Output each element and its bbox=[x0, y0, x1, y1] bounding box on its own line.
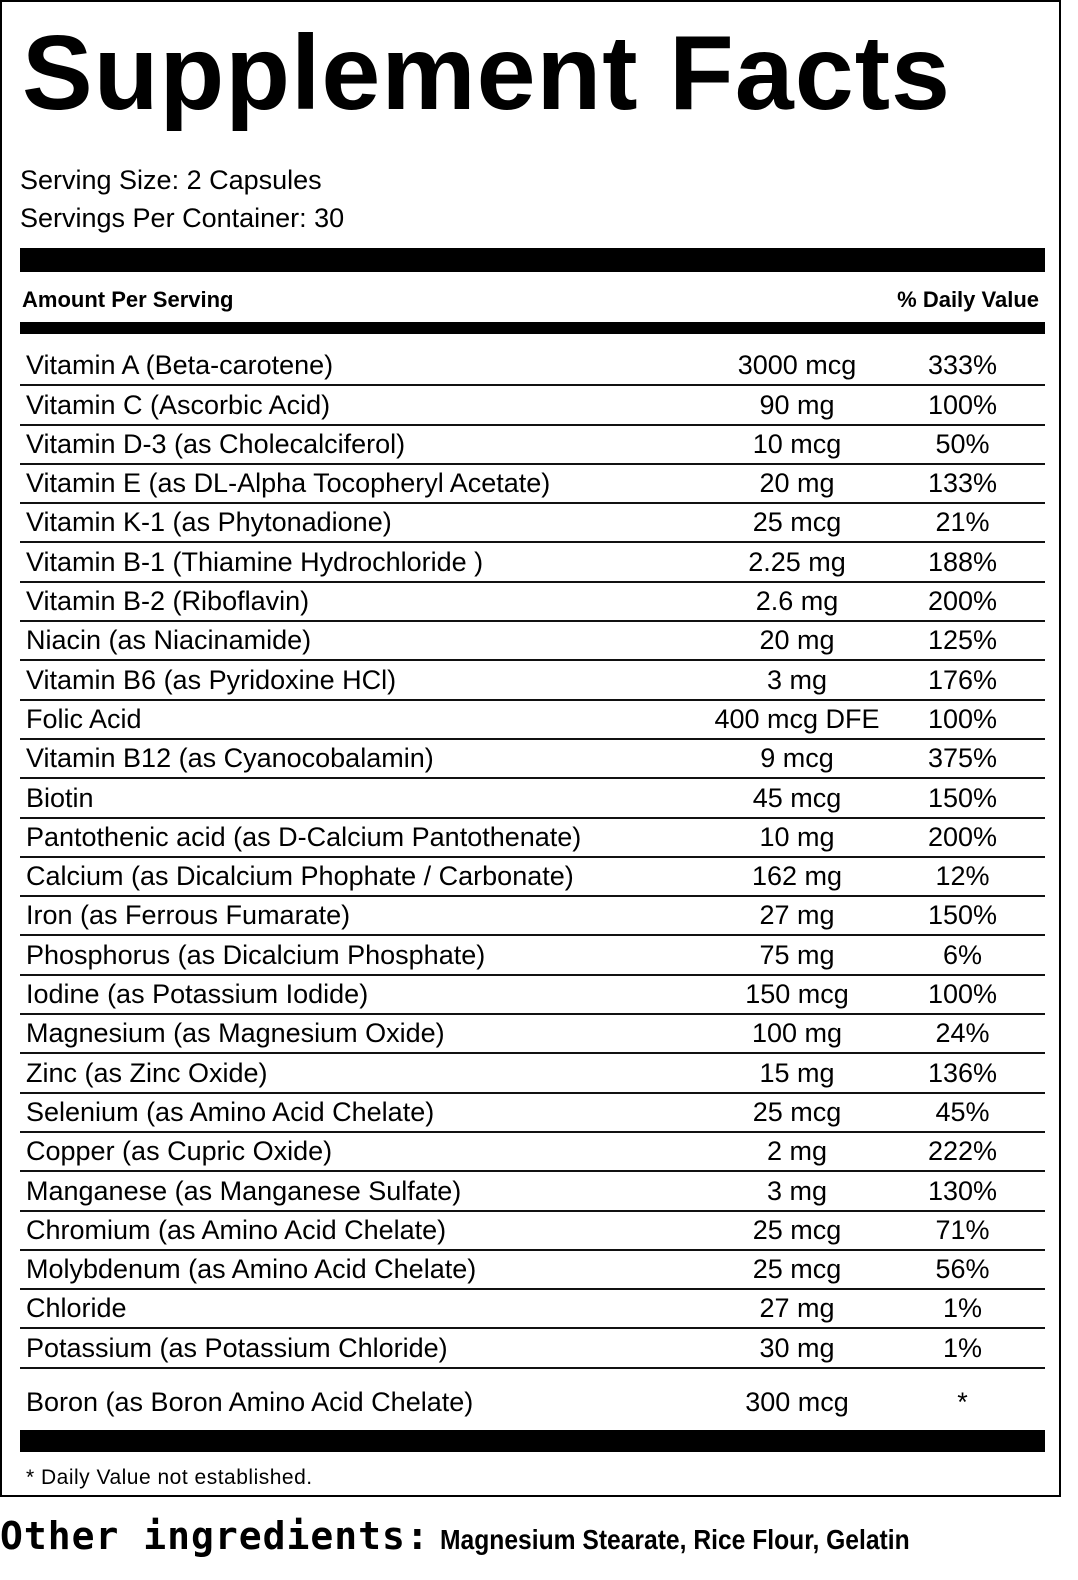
nutrient-amount: 15 mg bbox=[759, 1057, 835, 1088]
nutrient-name: Phosphorus (as Dicalcium Phosphate) bbox=[26, 939, 486, 970]
nutrient-daily-value: 130% bbox=[927, 1175, 998, 1206]
nutrient-name: Potassium (as Potassium Chloride) bbox=[26, 1332, 448, 1363]
nutrient-daily-value: 200% bbox=[927, 821, 998, 852]
nutrient-daily-value: 21% bbox=[935, 507, 990, 538]
nutrient-row bbox=[20, 1015, 1045, 1054]
serving-size: Serving Size: 2 Capsules bbox=[20, 165, 322, 195]
nutrient-name: Molybdenum (as Amino Acid Chelate) bbox=[26, 1254, 477, 1285]
nutrient-row bbox=[20, 386, 1045, 425]
nutrient-row bbox=[20, 622, 1045, 661]
nutrient-name: Pantothenic acid (as D-Calcium Pantothenate) bbox=[26, 821, 582, 852]
thick-divider-top bbox=[20, 248, 1045, 272]
nutrient-name: Vitamin B-1 (Thiamine Hydrochloride ) bbox=[26, 546, 484, 577]
nutrient-daily-value: 188% bbox=[927, 546, 998, 577]
nutrient-row bbox=[20, 1212, 1045, 1251]
nutrient-name: Chloride bbox=[26, 1293, 127, 1324]
nutrient-daily-value: * bbox=[957, 1386, 968, 1417]
nutrient-row bbox=[20, 347, 1045, 386]
nutrient-amount: 20 mg bbox=[759, 625, 835, 656]
nutrient-amount: 2.6 mg bbox=[755, 586, 839, 617]
nutrient-name: Iron (as Ferrous Fumarate) bbox=[26, 900, 351, 931]
nutrient-name: Boron (as Boron Amino Acid Chelate) bbox=[26, 1386, 474, 1417]
nutrient-row bbox=[20, 661, 1045, 700]
footnote: * Daily Value not established. bbox=[26, 1466, 313, 1489]
nutrient-row bbox=[20, 465, 1045, 504]
nutrient-daily-value: 12% bbox=[935, 861, 990, 892]
nutrient-name: Vitamin A (Beta-carotene) bbox=[26, 350, 334, 381]
nutrient-name: Vitamin K-1 (as Phytonadione) bbox=[26, 507, 392, 538]
other-ingredients-label: Other ingredients: bbox=[0, 1514, 430, 1558]
nutrient-amount: 10 mg bbox=[759, 821, 835, 852]
nutrient-amount: 2.25 mg bbox=[748, 546, 846, 577]
nutrient-amount: 100 mg bbox=[751, 1018, 843, 1049]
nutrient-amount: 300 mcg bbox=[745, 1386, 849, 1417]
nutrient-name: Vitamin C (Ascorbic Acid) bbox=[26, 389, 331, 420]
nutrient-amount: 25 mcg bbox=[752, 1096, 842, 1127]
other-ingredients-text: Magnesium Stearate, Rice Flour, Gelatin bbox=[439, 1524, 910, 1555]
nutrient-name: Folic Acid bbox=[26, 703, 142, 734]
nutrient-amount: 10 mcg bbox=[752, 428, 842, 459]
nutrient-amount: 162 mg bbox=[751, 861, 843, 892]
nutrient-daily-value: 333% bbox=[927, 350, 998, 381]
nutrient-daily-value: 222% bbox=[927, 1136, 998, 1167]
nutrient-name: Manganese (as Manganese Sulfate) bbox=[26, 1175, 462, 1206]
daily-value-header: % Daily Value bbox=[897, 287, 1039, 312]
nutrient-name: Niacin (as Niacinamide) bbox=[26, 625, 312, 656]
nutrient-name: Calcium (as Dicalcium Phophate / Carbonate) bbox=[26, 861, 574, 892]
nutrient-daily-value: 50% bbox=[935, 428, 990, 459]
nutrient-daily-value: 150% bbox=[927, 782, 998, 813]
nutrient-name: Biotin bbox=[26, 782, 94, 813]
amount-per-serving-header: Amount Per Serving bbox=[22, 287, 234, 312]
nutrient-daily-value: 100% bbox=[927, 703, 998, 734]
nutrient-daily-value: 100% bbox=[927, 979, 998, 1010]
nutrient-daily-value: 56% bbox=[935, 1254, 990, 1285]
nutrient-amount: 30 mg bbox=[759, 1332, 835, 1363]
nutrient-amount: 45 mcg bbox=[752, 782, 842, 813]
nutrient-daily-value: 125% bbox=[927, 625, 998, 656]
nutrient-daily-value: 200% bbox=[927, 586, 998, 617]
nutrient-row bbox=[20, 936, 1045, 975]
nutrient-row bbox=[20, 1133, 1045, 1172]
nutrient-amount: 3000 mcg bbox=[737, 350, 857, 381]
nutrient-name: Magnesium (as Magnesium Oxide) bbox=[26, 1018, 445, 1049]
nutrient-row bbox=[20, 1369, 1045, 1421]
nutrient-name: Selenium (as Amino Acid Chelate) bbox=[26, 1096, 435, 1127]
nutrient-amount: 400 mcg DFE bbox=[714, 703, 880, 734]
nutrient-amount: 25 mcg bbox=[752, 1214, 842, 1245]
nutrient-daily-value: 6% bbox=[942, 939, 983, 970]
nutrient-daily-value: 100% bbox=[927, 389, 998, 420]
panel-title: Supplement Facts bbox=[22, 14, 951, 132]
nutrient-row bbox=[20, 897, 1045, 936]
nutrient-amount: 3 mg bbox=[766, 664, 828, 695]
nutrient-amount: 9 mcg bbox=[760, 743, 834, 774]
nutrient-row bbox=[20, 543, 1045, 582]
nutrient-daily-value: 1% bbox=[942, 1293, 983, 1324]
thick-divider-bottom bbox=[20, 1430, 1045, 1452]
nutrient-row bbox=[20, 740, 1045, 779]
nutrient-daily-value: 133% bbox=[927, 468, 998, 499]
nutrient-amount: 27 mg bbox=[759, 1293, 835, 1324]
nutrient-name: Vitamin E (as DL-Alpha Tocopheryl Acetate) bbox=[26, 468, 551, 499]
nutrient-row bbox=[20, 1290, 1045, 1329]
nutrient-row bbox=[20, 779, 1045, 818]
nutrient-row bbox=[20, 819, 1045, 858]
nutrient-row bbox=[20, 1172, 1045, 1211]
nutrient-daily-value: 136% bbox=[927, 1057, 998, 1088]
nutrient-row bbox=[20, 1329, 1045, 1368]
nutrient-name: Vitamin D-3 (as Cholecalciferol) bbox=[26, 428, 406, 459]
nutrient-amount: 27 mg bbox=[759, 900, 835, 931]
nutrient-name: Chromium (as Amino Acid Chelate) bbox=[26, 1214, 447, 1245]
nutrient-amount: 150 mcg bbox=[745, 979, 849, 1010]
nutrient-name: Vitamin B6 (as Pyridoxine HCl) bbox=[26, 664, 397, 695]
other-ingredients bbox=[0, 1514, 974, 1558]
nutrient-amount: 20 mg bbox=[759, 468, 835, 499]
nutrient-amount: 2 mg bbox=[766, 1136, 828, 1167]
nutrient-row bbox=[20, 1054, 1045, 1093]
nutrient-daily-value: 1% bbox=[942, 1332, 983, 1363]
nutrient-name: Copper (as Cupric Oxide) bbox=[26, 1136, 333, 1167]
nutrient-row bbox=[20, 858, 1045, 897]
thick-divider-middle bbox=[20, 322, 1045, 334]
nutrient-amount: 25 mcg bbox=[752, 507, 842, 538]
nutrient-daily-value: 71% bbox=[935, 1214, 990, 1245]
nutrient-table bbox=[20, 347, 1045, 1421]
nutrient-name: Vitamin B-2 (Riboflavin) bbox=[26, 586, 310, 617]
nutrient-daily-value: 45% bbox=[935, 1096, 990, 1127]
nutrient-row bbox=[20, 976, 1045, 1015]
nutrient-daily-value: 375% bbox=[927, 743, 998, 774]
nutrient-amount: 25 mcg bbox=[752, 1254, 842, 1285]
nutrient-amount: 90 mg bbox=[759, 389, 835, 420]
nutrient-row bbox=[20, 583, 1045, 622]
nutrient-daily-value: 24% bbox=[935, 1018, 990, 1049]
nutrient-amount: 3 mg bbox=[766, 1175, 828, 1206]
nutrient-name: Iodine (as Potassium Iodide) bbox=[26, 979, 369, 1010]
nutrient-daily-value: 150% bbox=[927, 900, 998, 931]
nutrient-name: Zinc (as Zinc Oxide) bbox=[26, 1057, 268, 1088]
nutrient-name: Vitamin B12 (as Cyanocobalamin) bbox=[26, 743, 434, 774]
nutrient-row bbox=[20, 1094, 1045, 1133]
nutrient-row bbox=[20, 1251, 1045, 1290]
nutrient-row bbox=[20, 504, 1045, 543]
nutrient-row bbox=[20, 426, 1045, 465]
servings-per-container: Servings Per Container: 30 bbox=[20, 203, 345, 233]
nutrient-daily-value: 176% bbox=[927, 664, 998, 695]
nutrient-row bbox=[20, 701, 1045, 740]
nutrient-amount: 75 mg bbox=[759, 939, 835, 970]
